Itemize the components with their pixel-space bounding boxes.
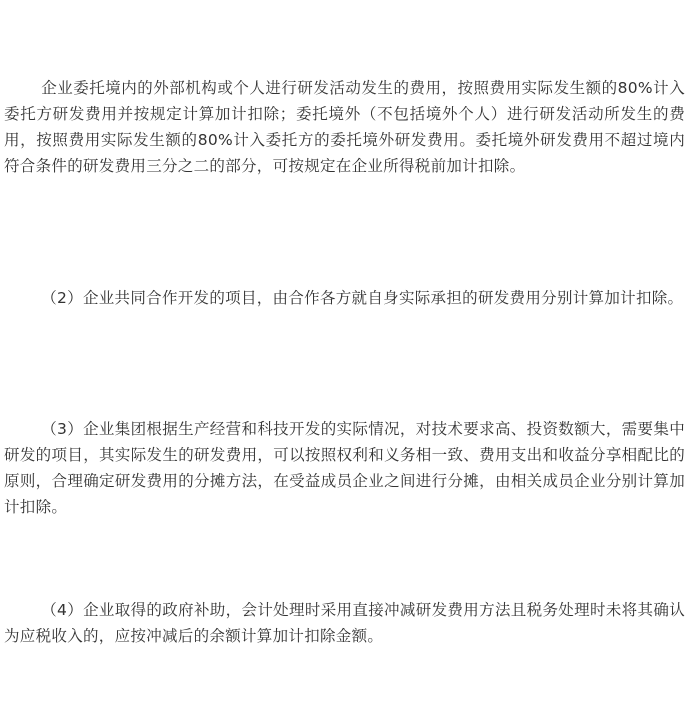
paragraph-government-subsidy: （4）企业取得的政府补助，会计处理时采用直接冲减研发费用方法且税务处理时未将其确认为应税收入的，应按冲减后的余额计算加计扣除金额。 [4, 601, 685, 645]
paragraph-overseas-entrusted-rd: 企业委托境内的外部机构或个人进行研发活动发生的费用，按照费用实际发生额的80%计入委托方研发费用并按规定计算加计扣除；委托境外（不包括境外个人）进行研发活动所发生的费用，按照费用实际发生额的80%计入委托方的委托境外研发费用。委托境外研发费用不超过境内符合条件的研发费用三分之二的部分，可按规定在企业所得税前加计扣除。 [4, 79, 685, 175]
paragraph-group-centralized-rd: （3）企业集团根据生产经营和科技开发的实际情况，对技术要求高、投资数额大，需要集中研发的项目，其实际发生的研发费用，可以按照权利和义务相一致、费用支出和收益分享相配比的原则，合理确定研发费用的分摊方法，在受益成员企业之间进行分摊，由相关成员企业分别计算加计扣除。 [4, 420, 685, 516]
paragraph-joint-development: （2）企业共同合作开发的项目，由合作各方就自身实际承担的研发费用分别计算加计扣除。 [41, 289, 684, 307]
